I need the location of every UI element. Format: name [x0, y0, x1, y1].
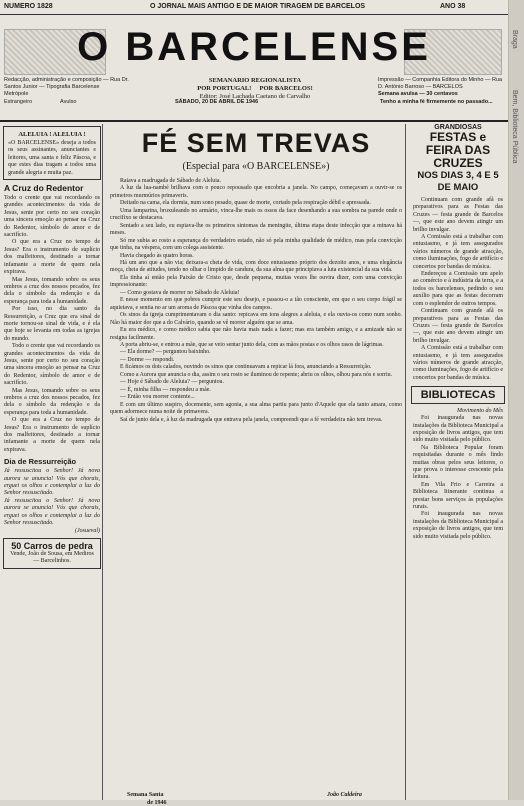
article-author: João Caldeira: [327, 792, 362, 798]
festas-paragraph: Endereçou a Comissão um apelo ao comércio e à indústria da terra, e a todos os barcelenses, pedindo o seu auxílio para que as festas decorram com o esplendor de outros tempos.: [413, 271, 503, 307]
main-article-paragraph: Eu era médico, e como médico sabia que não havia mais nada a fazer; mas era também amigo, e a amizade não se resigna facilmente.: [110, 327, 402, 341]
motto-row: [140, 85, 370, 93]
main-article-paragraph: Raiava a madrugada de Sábado de Aleluia.: [120, 178, 221, 184]
festas-kicker: GRANDIOSAS: [434, 124, 482, 131]
masthead-right-info: [378, 77, 503, 98]
bibliotecas-paragraph: Em Vila Frio e Carreira a Biblioteca Itinerante continua a prestar bons serviços às populações rurais.: [413, 481, 503, 511]
main-article-paragraph: Só me subia ao rosto a esperança do verdadeiro estado, não só pela minha qualidade de médico, mas pela convicção que tinha, na véspera, com um colega assistente.: [110, 237, 402, 252]
main-headline: FÉ SEM TREVAS: [141, 128, 371, 158]
main-article-paragraph: Uma lamparina, bruxuleando no armário, vinca-lhe mais os ossos da face desenhando a sua sombra na parede onde o crucifixo se destacava.: [110, 207, 402, 222]
bibliotecas-heading: BIBLIOTECAS: [411, 386, 505, 404]
main-article-paragraph: E ficámos os dois calados, ouvindo os sinos que continuavam a repicar lá fora, anunciando a Ressurreição.: [120, 364, 372, 371]
main-article-paragraph: — Então vou morrer contente...: [120, 394, 195, 401]
main-article-paragraph: — Como gostava de morrer no Sábado de Aleluia!: [120, 289, 240, 296]
main-article-paragraph: E nesse momento em que pobres cumprir este seu desejo, e passou-o a tão consciente, em que o seu corpo frágil se aquietava, e sentia no ar um aroma de Páscoa que vinha dos campos.: [110, 297, 402, 311]
signoff-place: Semana Santa: [127, 792, 164, 798]
ad-text: Vende, João de Sousa, em Mediros — Barcelinhos.: [10, 550, 94, 565]
price-metropole: Metrópole: [4, 91, 29, 97]
festas-paragraph: A Comissão está a trabalhar com entusiasmo, e já tem assegurados vários números de grande atracção, como iluminações, fogo de artifício e concertos por bandas de música.: [413, 234, 503, 270]
bibliotecas-paragraph: Na Biblioteca Popular foram requisitadas durante o mês findo muitas obras pelos seus leitores, o que prova o interesse crescente pela leitura.: [413, 444, 503, 481]
bibliotecas-paragraph: Foi inaugurada nas novas instalações da Biblioteca Municipal a exposição de livros antigos, que tem sido muito visitada pelo público.: [413, 511, 503, 540]
main-article-paragraph: Sentado a seu lado, eu espiava-lhe os primeiros sintomas da meningite, última etapa deste infecção que a minava há meses.: [110, 222, 402, 237]
article-paragraph: Mas Jesus, tomando sobre os seus ombros a cruz dos nossos pecados, fez dela o símbolo da redenção e da esperança para toda a humanidade.: [4, 387, 100, 416]
price-estrangeiro: Estrangeiro: [4, 99, 33, 105]
notice-title: ALELUIA ! ALELUIA !: [18, 131, 86, 138]
article-title-cruz: A Cruz do Redentor: [4, 183, 84, 194]
printing-info: Impressão — Companhia Editora do Minho — Rua D. António Barroso — BARCELOS: [378, 77, 503, 90]
publication-date: SÁBADO, 20 DE ABRIL DE 1946: [175, 99, 259, 105]
article-paragraph: O que era a Cruz no tempo de Jesus? Era o instrumento de suplício dos malfeitores, destinado a tornar infamante a morte de quem nela expirava.: [4, 417, 100, 453]
admin-info: Redacção, administração e composição — Rua Dr. Santos Junior — Tipografia Barcelense: [4, 77, 129, 90]
year-label: ANO 38: [440, 3, 466, 10]
motto-right: POR BARCELOS!: [259, 85, 313, 92]
price-info: Semana avulsa — 30 centavos: [378, 91, 458, 97]
price-avulso: Avulso: [60, 99, 77, 105]
main-article-paragraph: — Dorme — respondi.: [120, 356, 175, 363]
main-article-paragraph: Os sinos da igreja cumprimentavam o dia santo: repicava em tons alegres a aleluia, e ela ouvia-os como num sonho. Não há maior dor que a do Calvário, quando se vê morrer alguém que se ama.: [110, 312, 402, 326]
bibliotecas-tag: Movimento do Mês: [457, 408, 503, 415]
article-paragraph: Todo o crente que vai recordando os grandes acontecimentos da vida de Jesus, sente por certo no seu coração uma sincera emoção ao pensar na Cruz do Redentor, símbolo de amor e de sacrifício.: [4, 195, 100, 239]
main-article-paragraph: Ela tinha aí então pela Paixão de Cristo que, desde pequena, muitas vezes lhe ouvira dizer, com uma convicção impressionante:: [110, 274, 402, 289]
festas-paragraph: Continuam com grande afã os preparativos para as Festas das Cruzes — festa grande de Barcelos —, que este ano devem atingir um brilho invulgar.: [413, 308, 503, 344]
festas-paragraph: Continuam com grande afã os preparativos para as Festas das Cruzes — festa grande de Barcelos —, que este ano devem atingir um brilho invulgar.: [413, 197, 503, 233]
festas-headline: FESTAS e FEIRA DAS CRUZES: [425, 130, 491, 170]
poem-signature: (Josueval): [75, 527, 100, 534]
binding-spine: [508, 0, 524, 800]
spine-label-mid: Bem, Biblioteca Pública: [511, 90, 518, 164]
main-subheadline: (Especial para «O BARCELENSE»): [182, 161, 330, 172]
motto-left: POR PORTUGAL!: [197, 85, 252, 92]
main-article-body: [107, 178, 405, 424]
issue-number: NUMERO 1828: [4, 3, 53, 10]
masthead: [0, 14, 508, 122]
article-title-ressurreicao: Dia de Ressurreição: [4, 457, 77, 467]
ad-title: 50 Carros de pedra: [11, 540, 93, 551]
bibliotecas-paragraph: Foi inaugurada nas novas instalações da Biblioteca Municipal a exposição de livros antigos, que tem sido muito visitada pelo público.: [413, 415, 503, 444]
right-column: [411, 124, 505, 800]
editor-line: Editor: José Lachada Caetano de Carvalho: [199, 93, 311, 100]
easter-notice: [3, 126, 101, 180]
masthead-left-info: [4, 77, 134, 98]
main-article-paragraph: Havia chegado às quatro horas.: [120, 252, 194, 259]
subtitle: SEMANARIO REGIONALISTA: [208, 77, 302, 84]
masthead-subtitle-block: [140, 77, 370, 101]
main-article-paragraph: E com um último suspiro, docemente, sem agonia, a sua alma partiu para junto d'Aquele que ela tanto amara, como quem adormece numa noite de primavera.: [110, 401, 402, 416]
main-article-paragraph: Deitado na cama, ela dormia, num sono pesado, quase de morte, cortado pela respiração débil e apressada.: [120, 200, 371, 207]
article-paragraph: Todo o crente que vai recordando os grandes acontecimentos da vida de Jesus, sente por certo no seu coração uma sincera emoção ao pensar na Cruz do Redentor, símbolo de amor e de sacrifício.: [4, 343, 100, 387]
festas-dates: NOS DIAS 3, 4 E 5 DE MAIO: [417, 170, 499, 193]
stone-ad: [3, 538, 101, 569]
article-paragraph: Mas Jesus, tomando sobre os seus ombros a cruz dos nossos pecados, fez dela o símbolo da redenção e da esperança para toda a humanidade.: [4, 276, 100, 305]
article-paragraph: Por isso, no dia santo da Ressurreição, a Cruz que era sinal de morte tornou-se sinal de vida, e é ela que hoje se levanta em todas as igrejas do mundo.: [4, 306, 100, 342]
poem-text: Já ressuscitou o Senhor! Já nova aurora se anuncia! Vós que chorais, erguei os olhos e contemplai a luz do Senhor ressuscitado.: [4, 468, 100, 497]
main-article-paragraph: Como a Aurora que anuncia o dia, assim o seu rosto se iluminou de repente; abriu os olhos, olhou para nós e sorriu.: [120, 371, 393, 378]
main-article-paragraph: Saí de junto dela e, à luz da madrugada que entrava pela janela, compreendi que a fé verdadeira não tem trevas.: [120, 416, 383, 423]
main-article-paragraph: — É, minha filha — respondeu a mãe.: [120, 386, 211, 393]
main-article-paragraph: A luz da lua-nambé brilhava com o pouco repousado que encobria a janela. No campo, começavam a ouvir-se os primeiros murmúrios primaveris.: [110, 185, 402, 199]
notice-text: «O BARCELENSE» deseja a todos os seus assinantes, anunciantes e leitores, uma santa e feliz Páscoa, e que estes dias tragam a todos uma grande alegria e muita paz.: [8, 140, 96, 176]
main-article-paragraph: — Hoje é Sábado de Aleluia? — perguntou.: [120, 379, 224, 386]
main-article-paragraph: — Ela dorme? — perguntou baixinho.: [120, 349, 211, 356]
article-paragraph: O que era a Cruz no tempo de Jesus? Era o instrumento de suplício dos malfeitores, destinado a tornar infamante a morte de quem nela expirava.: [4, 239, 100, 276]
newspaper-title: O BARCELENSE: [77, 25, 431, 69]
main-article-paragraph: A porta abriu-se, e entrou a mãe, que se veio sentar junto dela, com as mãos postas e os olhos rasos de lágrimas.: [120, 341, 384, 348]
top-tagline: O JORNAL MAIS ANTIGO E DE MAIOR TIRAGEM DE BARCELOS: [150, 3, 366, 10]
main-article-paragraph: Há um ano que a não via; deixara-a cheia de vida, com doce entusiasmo próprio dos dezoito anos, e uma elegância moça, cheia de atitudes, tendo no olhar o limpido de candura, da sua alma que principiava a luta existencial da sua vida.: [110, 259, 402, 274]
left-column: [2, 124, 103, 800]
masthead-tag: Tenho a minha fé firmemente no passado...: [380, 99, 493, 105]
spine-label-top: Braga: [511, 30, 518, 49]
signoff-year: de 1946: [147, 800, 167, 806]
top-bar: [0, 3, 508, 13]
main-article: [107, 124, 406, 806]
poem-text: Já ressuscitou o Senhor! Já nova aurora se anuncia! Vós que chorais, erguei os olhos e contemplai a luz do Senhor ressuscitado.: [4, 497, 100, 527]
festas-paragraph: A Comissão está a trabalhar com entusiasmo, e já tem assegurados vários números de grande atracção, como iluminações, fogo de artifício e concertos por bandas de música.: [413, 345, 503, 381]
